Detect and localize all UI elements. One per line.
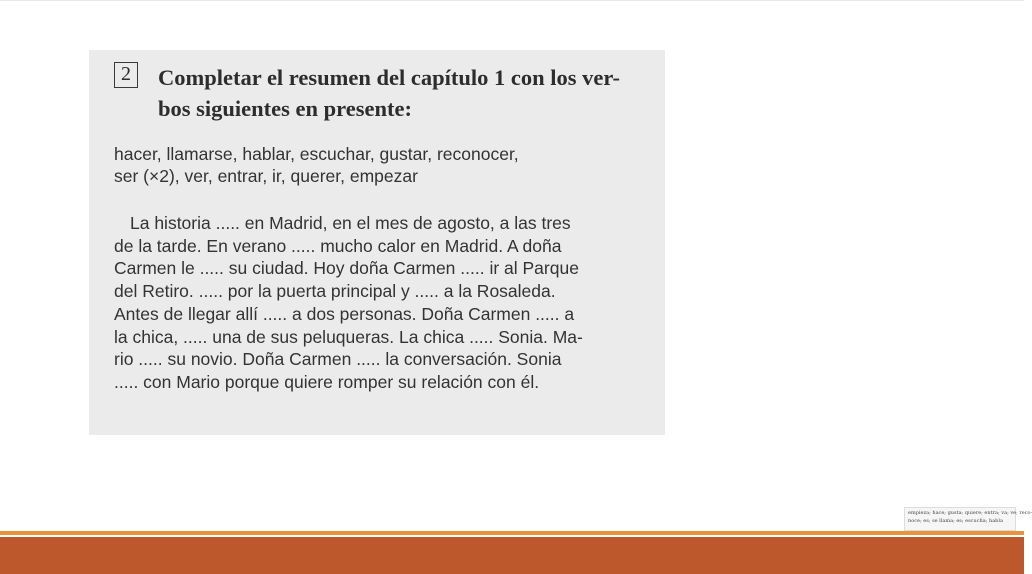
passage-line: de la tarde. En verano ..... mucho calor en Madrid. A doña <box>114 235 562 256</box>
passage-line: del Retiro. ..... por la puerta principal y ..... a la Rosaleda. <box>114 281 556 302</box>
passage-line: ..... con Mario porque quiere romper su relación con él. <box>114 371 540 392</box>
passage-line: Carmen le ..... su ciudad. Hoy doña Carmen ..... ir al Parque <box>114 258 579 279</box>
exercise-number-box: 2 <box>114 62 138 88</box>
passage-line: La historia ..... en Madrid, en el mes de agosto, a las tres <box>130 213 571 233</box>
top-divider <box>0 0 1024 1</box>
textbook-scan <box>89 50 665 435</box>
verb-list <box>114 143 634 187</box>
footer-band <box>0 537 1024 574</box>
answer-key-line: noce; es; se llama; es; escucha; habla <box>908 518 1003 524</box>
passage-line: rio ..... su novio. Doña Carmen ..... la conversación. Sonia <box>114 349 562 370</box>
summary-passage <box>114 212 649 394</box>
verb-list-line: hacer, llamarse, hablar, escuchar, gustar, reconocer, <box>114 144 519 164</box>
passage-line: Antes de llegar allí ..... a dos personas. Doña Carmen ..... a <box>114 303 575 324</box>
answer-key-line: empieza; hace; gusta; quiere; entra; va; ve; reco- <box>908 510 1032 516</box>
passage-line: la chica, ..... una de sus peluqueras. La chica ..... Sonia. Ma- <box>114 326 583 347</box>
footer-accent-stripe <box>0 531 1024 535</box>
exercise-title <box>158 62 653 124</box>
exercise-title-line: bos siguientes en presente: <box>158 96 412 121</box>
exercise-title-line: Completar el resumen del capítulo 1 con los ver- <box>158 65 621 90</box>
verb-list-line: ser (×2), ver, entrar, ir, querer, empezar <box>114 166 418 186</box>
answer-key-note <box>904 507 1032 531</box>
